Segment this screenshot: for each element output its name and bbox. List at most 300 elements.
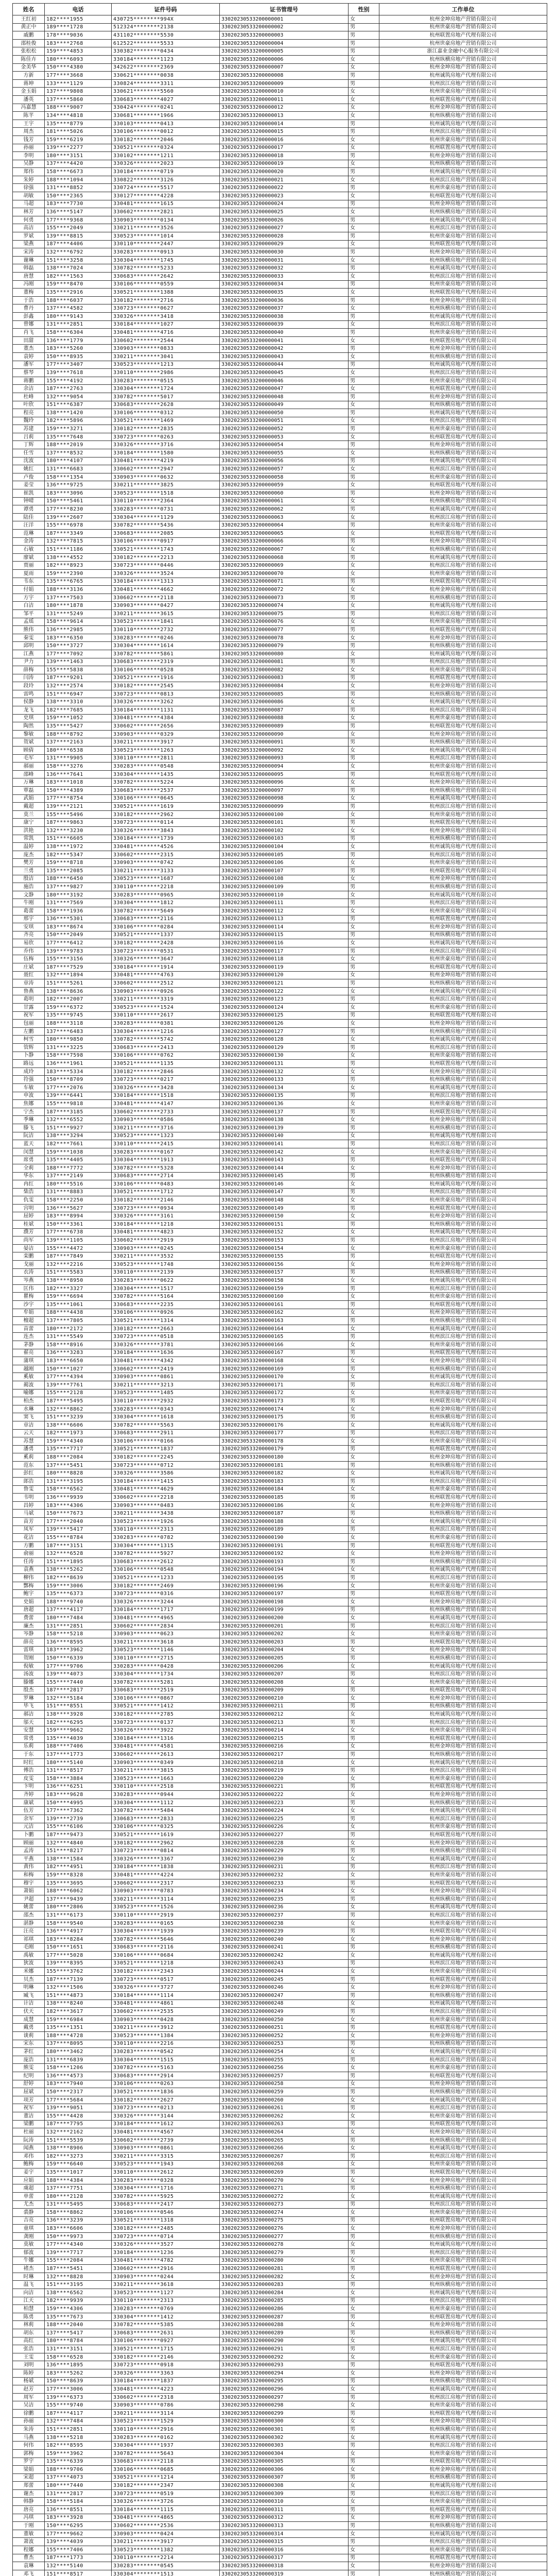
cell-sex: 女 (349, 730, 379, 738)
cell-sex: 女 (349, 1148, 379, 1156)
cell-id-number: 330523********1146 (112, 1646, 220, 1654)
cell-name: 茅静 (13, 1341, 45, 1349)
cell-id-number: 330184********1027 (112, 320, 220, 329)
cell-cert-number: 33020230533200000030 (220, 248, 349, 257)
cell-name: 丁辉 (13, 441, 45, 449)
table-row (13, 1405, 547, 1413)
cell-workplace: 杭州滨江房地产营销有限公司 (379, 1670, 547, 1679)
cell-workplace: 杭州世豪房地产营销有限公司 (379, 1244, 547, 1252)
cell-phone: 137****1773 (45, 1751, 112, 1759)
cell-workplace: 杭州世豪房地产营销有限公司 (379, 329, 547, 337)
cell-workplace: 杭州联置房地产代理有限公司 (379, 819, 547, 827)
table-row (13, 2160, 547, 2168)
cell-name: 马燕 (13, 2433, 45, 2442)
cell-name: 奚莉 (13, 1453, 45, 1462)
cell-cert-number: 33020230533200000228 (220, 1839, 349, 1847)
cell-phone: 150****8709 (45, 1076, 112, 1084)
cell-name: 贝杰 (13, 1975, 45, 1984)
cell-id-number: 330523********1518 (112, 489, 220, 498)
cell-name: 蒲琪 (13, 1357, 45, 1365)
cell-sex: 女 (349, 449, 379, 457)
cell-sex: 女 (349, 1373, 379, 1381)
header-phone: 电话 (45, 4, 112, 15)
cell-cert-number: 33020230533200000063 (220, 513, 349, 521)
cell-id-number: 330521********1916 (112, 674, 220, 682)
table-row (13, 2209, 547, 2217)
table-row (13, 883, 547, 891)
cell-workplace: 杭州联置房地产代理有限公司 (379, 2554, 547, 2562)
cell-name: 葛蕾 (13, 907, 45, 915)
cell-cert-number: 33020230533200000047 (220, 385, 349, 393)
cell-cert-number: 33020230533200000305 (220, 2458, 349, 2466)
table-row (13, 120, 547, 128)
table-row (13, 1638, 547, 1646)
table-row (13, 224, 547, 232)
cell-phone: 132****5140 (45, 2562, 112, 2570)
cell-phone: 150****4389 (45, 787, 112, 795)
cell-phone: 182****7685 (45, 706, 112, 715)
cell-name: 王红初 (13, 15, 45, 24)
table-row (13, 2032, 547, 2040)
cell-workplace: 杭州金坤房地产营销有限公司 (379, 1839, 547, 1847)
cell-workplace: 杭州金坤房地产营销有限公司 (379, 248, 547, 257)
cell-sex: 女 (349, 2273, 379, 2281)
cell-cert-number: 33020230533200000148 (220, 1196, 349, 1205)
cell-id-number: 330326********3647 (112, 955, 220, 963)
cell-name: 徐鹏 (13, 2409, 45, 2417)
cell-sex: 女 (349, 2064, 379, 2072)
cell-workplace: 杭州联置房地产代理有限公司 (379, 192, 547, 200)
cell-id-number: 330211********3917 (112, 738, 220, 747)
cell-workplace: 杭州联置房地产代理有限公司 (379, 1831, 547, 1839)
cell-id-number: 330304********1515 (112, 2056, 220, 2064)
cell-phone: 135****1017 (45, 2168, 112, 2177)
cell-id-number: 330782********5649 (112, 907, 220, 915)
cell-name: 陶然 (13, 722, 45, 731)
cell-id-number: 330283********0165 (112, 1919, 220, 1927)
cell-id-number: 330182********2146 (112, 1196, 220, 1205)
table-row (13, 1911, 547, 1920)
cell-workplace: 杭州世豪房地产营销有限公司 (379, 1052, 547, 1060)
cell-phone: 183****4306 (45, 1501, 112, 1510)
cell-name: 董敏 (13, 2530, 45, 2538)
table-row (13, 2458, 547, 2466)
cell-workplace: 杭州金坤房地产营销有限公司 (379, 730, 547, 738)
cell-workplace: 杭州滨江房地产营销有限公司 (379, 1381, 547, 1389)
cell-phone: 135****5427 (45, 722, 112, 731)
cell-sex: 男 (349, 553, 379, 562)
cell-id-number: 330326********3727 (112, 1984, 220, 1992)
cell-workplace: 杭州纵横房地产营销有限公司 (379, 160, 547, 168)
cell-cert-number: 33020230533200000194 (220, 1566, 349, 1574)
cell-id-number: 330283********0622 (112, 1277, 220, 1285)
cell-name: 聂红 (13, 971, 45, 979)
cell-phone: 137****8095 (45, 2040, 112, 2048)
table-row (13, 1365, 547, 1373)
cell-phone: 138****1972 (45, 843, 112, 851)
cell-cert-number: 33020230533200000287 (220, 2313, 349, 2321)
cell-name: 邵杰 (13, 1911, 45, 1920)
cell-id-number: 330602********2613 (112, 1751, 220, 1759)
cell-sex: 男 (349, 39, 379, 47)
cell-name: 何伟 (13, 2442, 45, 2450)
cell-phone: 151****6605 (45, 835, 112, 843)
cell-workplace: 杭州联置房地产代理有限公司 (379, 2361, 547, 2369)
cell-sex: 男 (349, 819, 379, 827)
table-row (13, 473, 547, 481)
cell-phone: 155****2049 (45, 224, 112, 232)
cell-cert-number: 33020230533200000098 (220, 794, 349, 803)
cell-workplace: 杭州诚筑房地产代理有限公司 (379, 2241, 547, 2249)
cell-name: 袁琳 (13, 2562, 45, 2570)
cell-id-number: 330481********4567 (112, 2128, 220, 2137)
cell-id-number: 330184********1838 (112, 1863, 220, 1871)
cell-id-number: 330184********1612 (112, 2120, 220, 2128)
cell-workplace: 杭州诚筑房地产代理有限公司 (379, 1228, 547, 1236)
cell-phone: 136****7641 (45, 770, 112, 778)
cell-sex: 女 (349, 1180, 379, 1189)
cell-id-number: 330184********1114 (112, 1992, 220, 2000)
cell-workplace: 杭州联置房地产代理有限公司 (379, 1445, 547, 1453)
cell-sex: 女 (349, 1100, 379, 1108)
table-row (13, 1485, 547, 1494)
cell-sex: 女 (349, 2498, 379, 2506)
cell-sex: 女 (349, 1598, 379, 1606)
cell-workplace: 杭州联置房地产代理有限公司 (379, 770, 547, 778)
table-row (13, 819, 547, 827)
cell-id-number: 330723********0814 (112, 1847, 220, 1855)
cell-phone: 132****2574 (45, 682, 112, 690)
cell-phone: 151****1186 (45, 546, 112, 554)
cell-phone: 138****3294 (45, 1132, 112, 1140)
cell-sex: 女 (349, 602, 379, 610)
cell-phone: 177****2076 (45, 1083, 112, 1092)
cell-cert-number: 33020230533200000161 (220, 1301, 349, 1309)
cell-id-number: 330521********1712 (112, 1188, 220, 1196)
cell-cert-number: 33020230533200000017 (220, 144, 349, 152)
table-row (13, 39, 547, 47)
cell-id-number: 330184********1914 (112, 963, 220, 972)
cell-id-number: 330683********2519 (112, 1686, 220, 1694)
cell-cert-number: 33020230533200000101 (220, 819, 349, 827)
cell-workplace: 杭州世豪房地产营销有限公司 (379, 666, 547, 674)
cell-workplace: 杭州诚筑房地产代理有限公司 (379, 216, 547, 224)
cell-sex: 男 (349, 899, 379, 907)
cell-phone: 131****5549 (45, 1333, 112, 1341)
table-row (13, 1148, 547, 1156)
cell-cert-number: 33020230533200000186 (220, 1501, 349, 1510)
cell-workplace: 杭州诚筑房地产代理有限公司 (379, 2289, 547, 2297)
cell-cert-number: 33020230533200000107 (220, 867, 349, 875)
cell-id-number: 330782********5646 (112, 1935, 220, 1943)
cell-phone: 177****4340 (45, 2241, 112, 2249)
cell-id-number: 330127********4228 (112, 192, 220, 200)
cell-cert-number: 33020230533200000059 (220, 481, 349, 489)
cell-name: 时琳 (13, 2273, 45, 2281)
cell-id-number: 330523********1748 (112, 1261, 220, 1269)
table-row (13, 1188, 547, 1196)
table-row (13, 2353, 547, 2361)
cell-workplace: 杭州世豪房地产营销有限公司 (379, 232, 547, 241)
cell-phone: 188****3136 (45, 586, 112, 594)
cell-name: 田甜 (13, 336, 45, 345)
cell-id-number: 330326********3716 (112, 441, 220, 449)
cell-phone: 187****3151 (45, 1541, 112, 1550)
cell-workplace: 杭州滨江房地产营销有限公司 (379, 1044, 547, 1052)
cell-name: 罗斌 (13, 232, 45, 241)
cell-workplace: 杭州世豪房地产营销有限公司 (379, 1196, 547, 1205)
table-row (13, 417, 547, 425)
table-row (13, 304, 547, 313)
cell-sex: 男 (349, 2040, 379, 2048)
cell-sex: 男 (349, 296, 379, 304)
table-row (13, 2426, 547, 2434)
cell-id-number: 330304********1517 (112, 1284, 220, 1293)
cell-sex: 女 (349, 2514, 379, 2522)
cell-sex: 女 (349, 176, 379, 184)
cell-id-number: 330283********0731 (112, 505, 220, 514)
cell-workplace: 杭州滨江房地产营销有限公司 (379, 706, 547, 715)
cell-phone: 187****9473 (45, 1831, 112, 1839)
table-row (13, 955, 547, 963)
table-row (13, 2466, 547, 2474)
cell-id-number: 330106********0645 (112, 794, 220, 803)
cell-id-number: 330903********0861 (112, 1373, 220, 1381)
table-row (13, 95, 547, 104)
cell-phone: 151****3258 (45, 256, 112, 264)
cell-name: 段玲 (13, 682, 45, 690)
cell-cert-number: 33020230533200000015 (220, 128, 349, 136)
cell-id-number: 330903********0833 (112, 345, 220, 353)
cell-sex: 女 (349, 2353, 379, 2361)
cell-phone: 139****7717 (45, 2249, 112, 2257)
cell-workplace: 杭州诚筑房地产代理有限公司 (379, 1083, 547, 1092)
table-row (13, 2530, 547, 2538)
cell-cert-number: 33020230533200000060 (220, 489, 349, 498)
cell-cert-number: 33020230533200000146 (220, 1180, 349, 1189)
cell-cert-number: 33020230533200000082 (220, 666, 349, 674)
cell-id-number: 330903********0483 (112, 1501, 220, 1510)
cell-workplace: 杭州诚筑房地产代理有限公司 (379, 2433, 547, 2442)
cell-cert-number: 33020230533200000117 (220, 947, 349, 955)
cell-workplace: 杭州联置房地产代理有限公司 (379, 1060, 547, 1068)
cell-phone: 131****8517 (45, 1767, 112, 1775)
table-row (13, 1116, 547, 1124)
cell-name: 衣涛 (13, 1268, 45, 1277)
table-row (13, 2015, 547, 2024)
cell-cert-number: 33020230533200000022 (220, 184, 349, 192)
cell-cert-number: 33020230533200000231 (220, 1863, 349, 1871)
cell-sex: 男 (349, 1541, 379, 1550)
cell-sex: 女 (349, 1758, 379, 1767)
cell-workplace: 杭州世豪房地产营销有限公司 (379, 1726, 547, 1735)
cell-workplace: 杭州滨江房地产营销有限公司 (379, 79, 547, 88)
cell-phone: 138****8906 (45, 2144, 112, 2153)
cell-name: 孙丽 (13, 144, 45, 152)
cell-phone: 158****6528 (45, 2353, 112, 2361)
cell-workplace: 杭州世豪房地产营销有限公司 (379, 569, 547, 578)
cell-cert-number: 33020230533200000004 (220, 39, 349, 47)
cell-phone: 183****7940 (45, 2080, 112, 2088)
cell-phone: 137****9808 (45, 88, 112, 96)
cell-name: 席勇 (13, 1156, 45, 1164)
cell-cert-number: 33020230533200000105 (220, 851, 349, 859)
cell-sex: 男 (349, 425, 379, 433)
cell-cert-number: 33020230533200000025 (220, 208, 349, 216)
cell-sex: 女 (349, 1630, 379, 1638)
cell-id-number: 330326********3262 (112, 698, 220, 706)
cell-id-number: 342622********2369 (112, 63, 220, 72)
cell-name: 阮洁 (13, 1132, 45, 1140)
cell-id-number: 330523********1014 (112, 232, 220, 241)
cell-sex: 男 (349, 1590, 379, 1598)
table-row (13, 192, 547, 200)
cell-id-number: 330182********2962 (112, 1839, 220, 1847)
cell-workplace: 杭州纵横房地产营销有限公司 (379, 208, 547, 216)
cell-phone: 138****6562 (45, 2289, 112, 2297)
cell-workplace: 杭州滨江房地产营销有限公司 (379, 1863, 547, 1871)
cell-phone: 188****9007 (45, 104, 112, 112)
cell-name: 罗宇 (13, 2458, 45, 2466)
cell-cert-number: 33020230533200000151 (220, 1221, 349, 1229)
cell-phone: 138****5218 (45, 2433, 112, 2442)
cell-cert-number: 33020230533200000031 (220, 256, 349, 264)
cell-name: 邱明 (13, 642, 45, 650)
table-row (13, 352, 547, 361)
cell-name: 万琳 (13, 778, 45, 787)
cell-workplace: 杭州诚筑房地产代理有限公司 (379, 1999, 547, 2008)
cell-workplace: 杭州滨江房地产营销有限公司 (379, 2538, 547, 2546)
cell-cert-number: 33020230533200000296 (220, 2385, 349, 2394)
table-row (13, 1333, 547, 1341)
cell-sex: 男 (349, 1333, 379, 1341)
cell-phone: 183****7730 (45, 200, 112, 208)
cell-workplace: 杭州滨江房地产营销有限公司 (379, 417, 547, 425)
table-row (13, 2144, 547, 2153)
cell-phone: 135****6339 (45, 2458, 112, 2466)
cell-sex: 男 (349, 505, 379, 514)
cell-cert-number: 33020230533200000014 (220, 120, 349, 128)
cell-workplace: 杭州诚筑房地产代理有限公司 (379, 987, 547, 995)
cell-phone: 132****8862 (45, 1405, 112, 1413)
cell-cert-number: 33020230533200000302 (220, 2433, 349, 2442)
table-row (13, 1381, 547, 1389)
cell-cert-number: 33020230533200000137 (220, 1108, 349, 1116)
table-row (13, 2225, 547, 2233)
cell-cert-number: 33020230533200000142 (220, 1148, 349, 1156)
cell-id-number: 330521********0324 (112, 144, 220, 152)
table-row (13, 1831, 547, 1839)
cell-name: 龚刚 (13, 2232, 45, 2241)
cell-workplace: 杭州滨江房地产营销有限公司 (379, 1767, 547, 1775)
table-row (13, 1541, 547, 1550)
cell-name: 梁鹏 (13, 2120, 45, 2128)
cell-cert-number: 33020230533200000229 (220, 1847, 349, 1855)
cell-phone: 133****1129 (45, 79, 112, 88)
cell-cert-number: 33020230533200000207 (220, 1670, 349, 1679)
cell-name: 范琳 (13, 530, 45, 538)
cell-sex: 女 (349, 1357, 379, 1365)
cell-id-number: 330521********1715 (112, 2345, 220, 2353)
cell-cert-number: 33020230533200000139 (220, 1124, 349, 1132)
cell-id-number: 330782********5563 (112, 1421, 220, 1429)
table-row (13, 441, 547, 449)
cell-name: 夏雨 (13, 569, 45, 578)
cell-id-number: 330106********0263 (112, 2080, 220, 2088)
cell-id-number: 330382********0434 (112, 47, 220, 56)
cell-phone: 151****8517 (45, 2570, 112, 2576)
table-row (13, 1132, 547, 1140)
cell-phone: 136****6251 (45, 1783, 112, 1791)
cell-id-number: 330106********0762 (112, 1052, 220, 1060)
cell-cert-number: 33020230533200000085 (220, 690, 349, 698)
cell-cert-number: 33020230533200000128 (220, 1036, 349, 1044)
cell-phone: 155****6106 (45, 1823, 112, 1831)
cell-cert-number: 33020230533200000278 (220, 2241, 349, 2249)
cell-cert-number: 33020230533200000286 (220, 2305, 349, 2313)
table-row (13, 1935, 547, 1943)
cell-workplace: 杭州诚筑房地产代理有限公司 (379, 2337, 547, 2345)
cell-id-number: 330326********3781 (112, 1341, 220, 1349)
cell-name: 吴洁 (13, 2401, 45, 2410)
cell-cert-number: 33020230533200000307 (220, 2473, 349, 2482)
cell-id-number: 330602********2733 (112, 1108, 220, 1116)
cell-workplace: 杭州联置房地产代理有限公司 (379, 289, 547, 297)
cell-name: 董洁 (13, 2112, 45, 2120)
table-row (13, 1180, 547, 1189)
cell-id-number: 330782********5742 (112, 1036, 220, 1044)
cell-workplace: 杭州联置房地产代理有限公司 (379, 2409, 547, 2417)
cell-cert-number: 33020230533200000009 (220, 79, 349, 88)
cell-cert-number: 33020230533200000135 (220, 1092, 349, 1100)
cell-cert-number: 33020230533200000276 (220, 2225, 349, 2233)
cell-name: 向洁 (13, 2289, 45, 2297)
table-row (13, 345, 547, 353)
cell-workplace: 杭州金坤房地产营销有限公司 (379, 2080, 547, 2088)
table-row (13, 1228, 547, 1236)
table-row (13, 1092, 547, 1100)
table-row (13, 907, 547, 915)
cell-id-number: 330782********5927 (112, 1550, 220, 1558)
cell-cert-number: 33020230533200000057 (220, 465, 349, 473)
cell-cert-number: 33020230533200000127 (220, 1027, 349, 1036)
cell-id-number: 330521********1135 (112, 1060, 220, 1068)
table-row (13, 939, 547, 947)
cell-id-number: 330283********0167 (112, 1148, 220, 1156)
cell-name: 陈佳卉 (13, 55, 45, 63)
cell-sex: 男 (349, 770, 379, 778)
cell-id-number: 330723********0518 (112, 1333, 220, 1341)
cell-phone: 155****9818 (45, 1100, 112, 1108)
cell-workplace: 杭州滨江房地产营销有限公司 (379, 609, 547, 618)
cell-sex: 女 (349, 1807, 379, 1815)
cell-cert-number: 33020230533200000064 (220, 521, 349, 530)
table-row (13, 2064, 547, 2072)
cell-name: 齐婷 (13, 1791, 45, 1799)
table-row (13, 1413, 547, 1421)
cell-name: 戚鹏 (13, 31, 45, 40)
cell-phone: 158****3884 (45, 1775, 112, 1783)
cell-name: 薛梅 (13, 666, 45, 674)
cell-id-number: 330683********2631 (112, 2329, 220, 2337)
cell-id-number: 330523********1382 (112, 2546, 220, 2554)
cell-cert-number: 33020230533200000181 (220, 1461, 349, 1469)
cell-phone: 131****2851 (45, 1622, 112, 1630)
cell-workplace: 杭州诚筑房地产代理有限公司 (379, 843, 547, 851)
member-table (12, 3, 547, 2576)
cell-sex: 男 (349, 2104, 379, 2112)
cell-name: 莫兰 (13, 810, 45, 819)
